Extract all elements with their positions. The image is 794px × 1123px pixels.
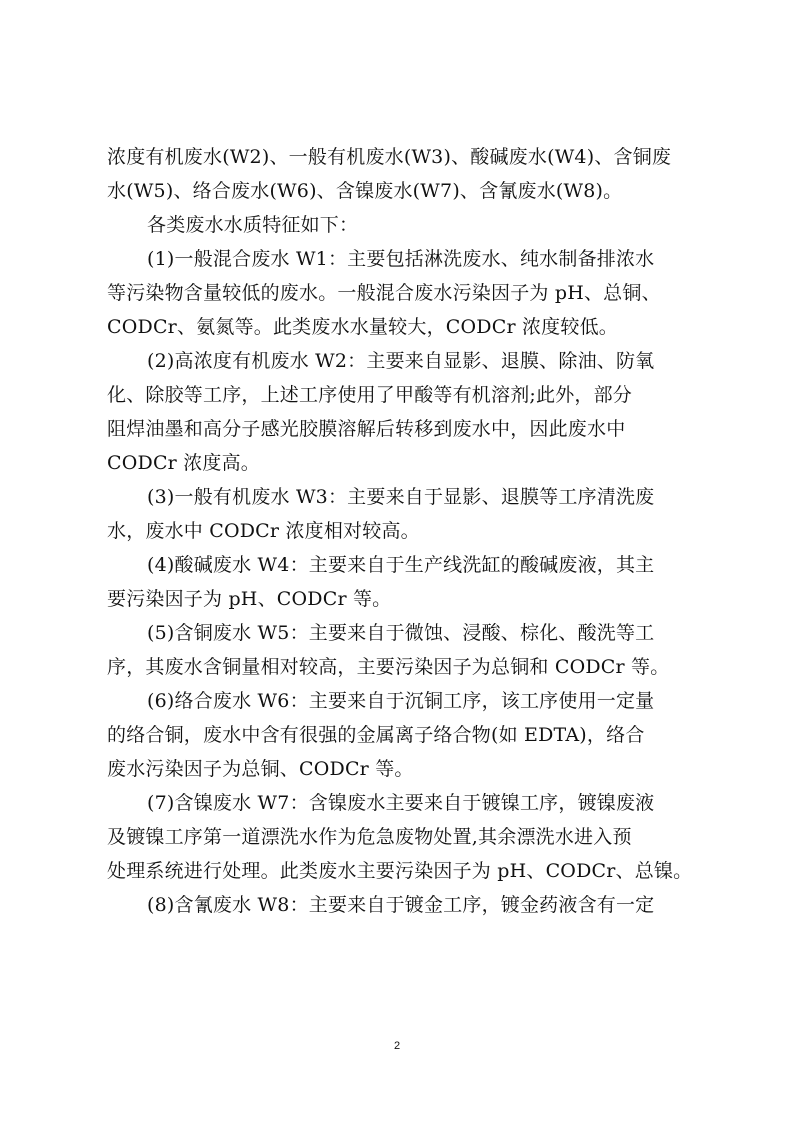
text-line: CODCr 浓度高。 — [107, 452, 261, 474]
text-line: (4)酸碱废水 W4：主要来自于生产线洗缸的酸碱废液，其主 — [147, 554, 655, 576]
text-line: 的络合铜，废水中含有很强的金属离子络合物(如 EDTA)，络合 — [107, 724, 645, 746]
text-line: 要污染因子为 pH、CODCr 等。 — [107, 588, 392, 610]
text-line: 浓度有机废水(W2)、一般有机废水(W3)、酸碱废水(W4)、含铜废 — [107, 146, 672, 168]
page-number: 2 — [393, 1040, 401, 1052]
text-line: (1)一般混合废水 W1：主要包括淋洗废水、纯水制备排浓水 — [147, 248, 655, 270]
body-text — [107, 140, 697, 922]
text-line: (5)含铜废水 W5：主要来自于微蚀、浸酸、棕化、酸洗等工 — [147, 622, 655, 644]
text-line: (7)含镍废水 W7：含镍废水主要来自于镀镍工序，镀镍废液 — [147, 792, 655, 814]
text-line: (6)络合废水 W6：主要来自于沉铜工序，该工序使用一定量 — [147, 690, 655, 712]
text-line: 阻焊油墨和高分子感光胶膜溶解后转移到废水中，因此废水中 — [107, 418, 626, 440]
text-line: 等污染物含量较低的废水。一般混合废水污染因子为 pH、总铜、 — [107, 282, 661, 304]
text-line: (2)高浓度有机废水 W2：主要来自显影、退膜、除油、防氧 — [147, 350, 655, 372]
text-line: 处理系统进行处理。此类废水主要污染因子为 pH、CODCr、总镍。 — [107, 860, 693, 882]
text-line: 化、除胶等工序，上述工序使用了甲酸等有机溶剂;此外，部分 — [107, 384, 633, 406]
text-line: (8)含氰废水 W8：主要来自于镀金工序，镀金药液含有一定 — [147, 894, 655, 916]
text-line: 各类废水水质特征如下： — [147, 214, 359, 236]
text-line: 水，废水中 CODCr 浓度相对较高。 — [107, 520, 420, 542]
text-line: 废水污染因子为总铜、CODCr 等。 — [107, 758, 414, 780]
text-line: 水(W5)、络合废水(W6)、含镍废水(W7)、含氰废水(W8)。 — [107, 180, 623, 202]
text-line: (3)一般有机废水 W3：主要来自于显影、退膜等工序清洗废 — [147, 486, 655, 508]
text-line: 及镀镍工序第一道漂洗水作为危急废物处置,其余漂洗水进入预 — [107, 826, 632, 848]
text-line: 序，其废水含铜量相对较高，主要污染因子为总铜和 CODCr 等。 — [107, 656, 670, 678]
text-line: CODCr、氨氮等。此类废水水量较大，CODCr 浓度较低。 — [107, 316, 618, 338]
